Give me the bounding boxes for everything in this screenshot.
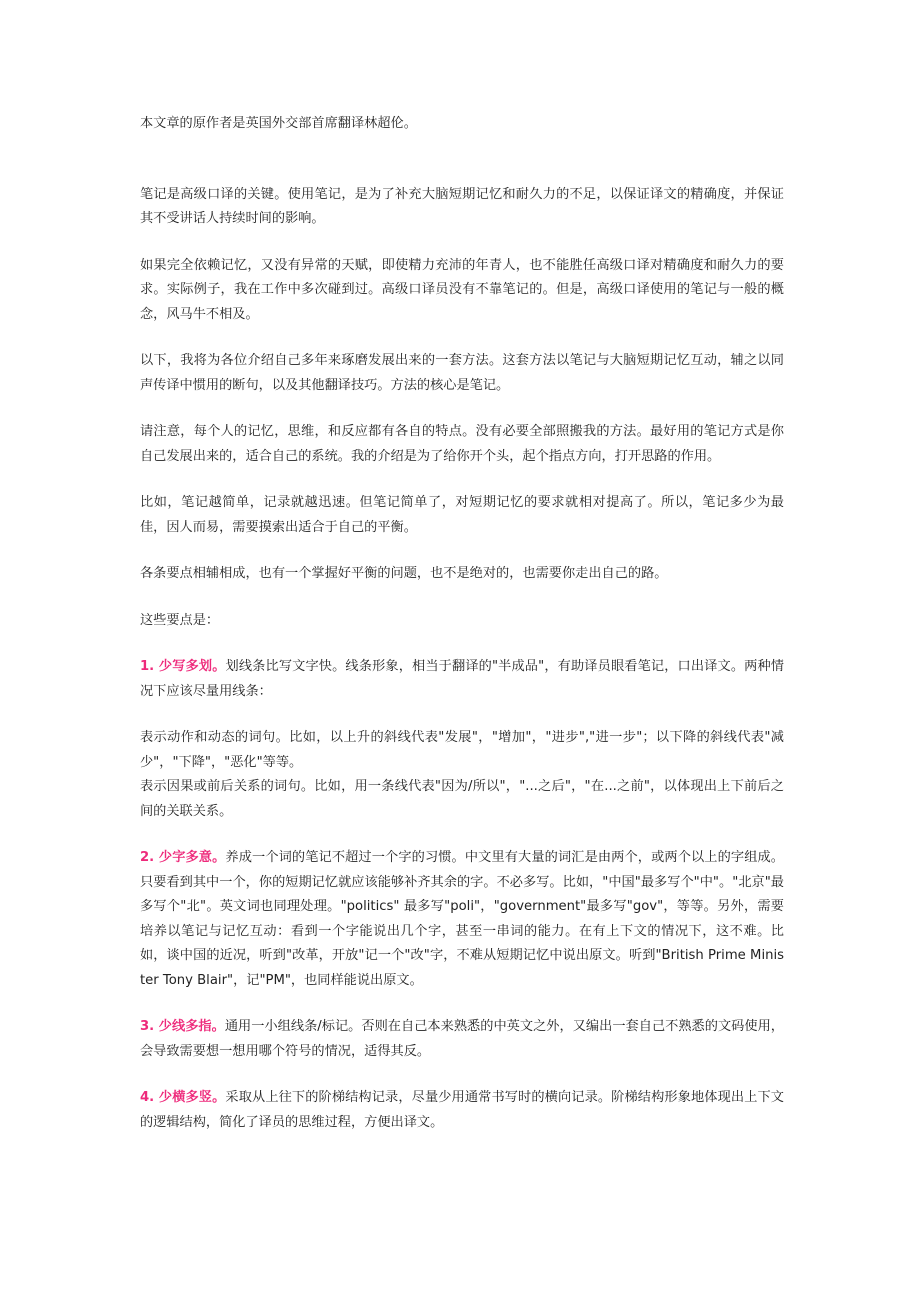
point-1	[140, 655, 784, 704]
point-1-title: 1. 少写多划。	[140, 659, 226, 674]
point-2-body: 养成一个词的笔记不超过一个字的习惯。中文里有大量的词汇是由两个，或两个以上的字组成。只要看到其中一个，你的短期记忆就应该能够补齐其余的字。不必多写。比如，"中国"最多写个"中"。"北京"最多写个"北"。英文词也同理处理。"politics" 最多写"poli"，"government"最多写"gov"，等等。另外，需要培养以笔记与记忆互动：看到一个字能说出几个字，甚至一串词的能力。在有上下文的情况下，这不难。比如，谈中国的近况，听到"改革，开放"记一个"改"字，不难从短期记忆中说出原文。听到"British Prime Minister Tony Blair"，记"PM"，也同样能说出原文。	[140, 850, 784, 988]
point-1-sub-1: 表示动作和动态的词句。比如，以上升的斜线代表"发展"，"增加"，"进步","进一步"；以下降的斜线代表"减少"，"下降"，"恶化"等等。	[140, 730, 784, 770]
point-1-sub-2: 表示因果或前后关系的词句。比如，用一条线代表"因为/所以"，"...之后"，"在...之前"，以体现出上下前后之间的关联关系。	[140, 779, 784, 819]
point-4-body: 采取从上往下的阶梯结构记录，尽量少用通常书写时的横向记录。阶梯结构形象地体现出上下文的逻辑结构，简化了译员的思维过程，方便出译文。	[140, 1090, 784, 1130]
paragraph: 笔记是高级口译的关键。使用笔记，是为了补充大脑短期记忆和耐久力的不足，以保证译文的精确度，并保证其不受讲话人持续时间的影响。	[140, 186, 784, 226]
paragraph: 比如，笔记越简单，记录就越迅速。但笔记简单了，对短期记忆的要求就相对提高了。所以，笔记多少为最佳，因人而易，需要摸索出适合于自己的平衡。	[140, 495, 784, 535]
document-body	[140, 112, 784, 1157]
point-2	[140, 846, 784, 993]
point-4	[140, 1086, 784, 1135]
paragraph: 以下，我将为各位介绍自己多年来琢磨发展出来的一套方法。这套方法以笔记与大脑短期记忆互动，辅之以同声传译中惯用的断句，以及其他翻译技巧。方法的核心是笔记。	[140, 353, 784, 393]
paragraph: 这些要点是：	[140, 612, 220, 628]
point-1-body: 划线条比写文字快。线条形象，相当于翻译的"半成品"，有助译员眼看笔记，口出译文。两种情况下应该尽量用线条：	[140, 659, 784, 699]
paragraph: 请注意，每个人的记忆，思维，和反应都有各自的特点。没有必要全部照搬我的方法。最好用的笔记方式是你自己发展出来的，适合自己的系统。我的介绍是为了给你开个头，起个指点方向，打开思路的作用。	[140, 424, 784, 464]
point-4-title: 4. 少横多竖。	[140, 1090, 226, 1105]
point-2-title: 2. 少字多意。	[140, 850, 226, 865]
point-3-body: 通用一小组线条/标记。否则在自己本来熟悉的中英文之外，又编出一套自己不熟悉的文码使用，会导致需要想一想用哪个符号的情况，适得其反。	[140, 1019, 784, 1059]
point-3-title: 3. 少线多指。	[140, 1019, 225, 1034]
point-3	[140, 1015, 784, 1064]
intro-line: 本文章的原作者是英国外交部首席翻译林超伦。	[140, 116, 417, 131]
paragraph: 各条要点相辅相成，也有一个掌握好平衡的问题，也不是绝对的，也需要你走出自己的路。	[140, 566, 668, 581]
paragraph: 如果完全依赖记忆，又没有异常的天赋，即使精力充沛的年青人，也不能胜任高级口译对精确度和耐久力的要求。实际例子，我在工作中多次碰到过。高级口译员没有不靠笔记的。但是，高级口译使用的笔记与一般的概念，风马牛不相及。	[140, 257, 784, 322]
